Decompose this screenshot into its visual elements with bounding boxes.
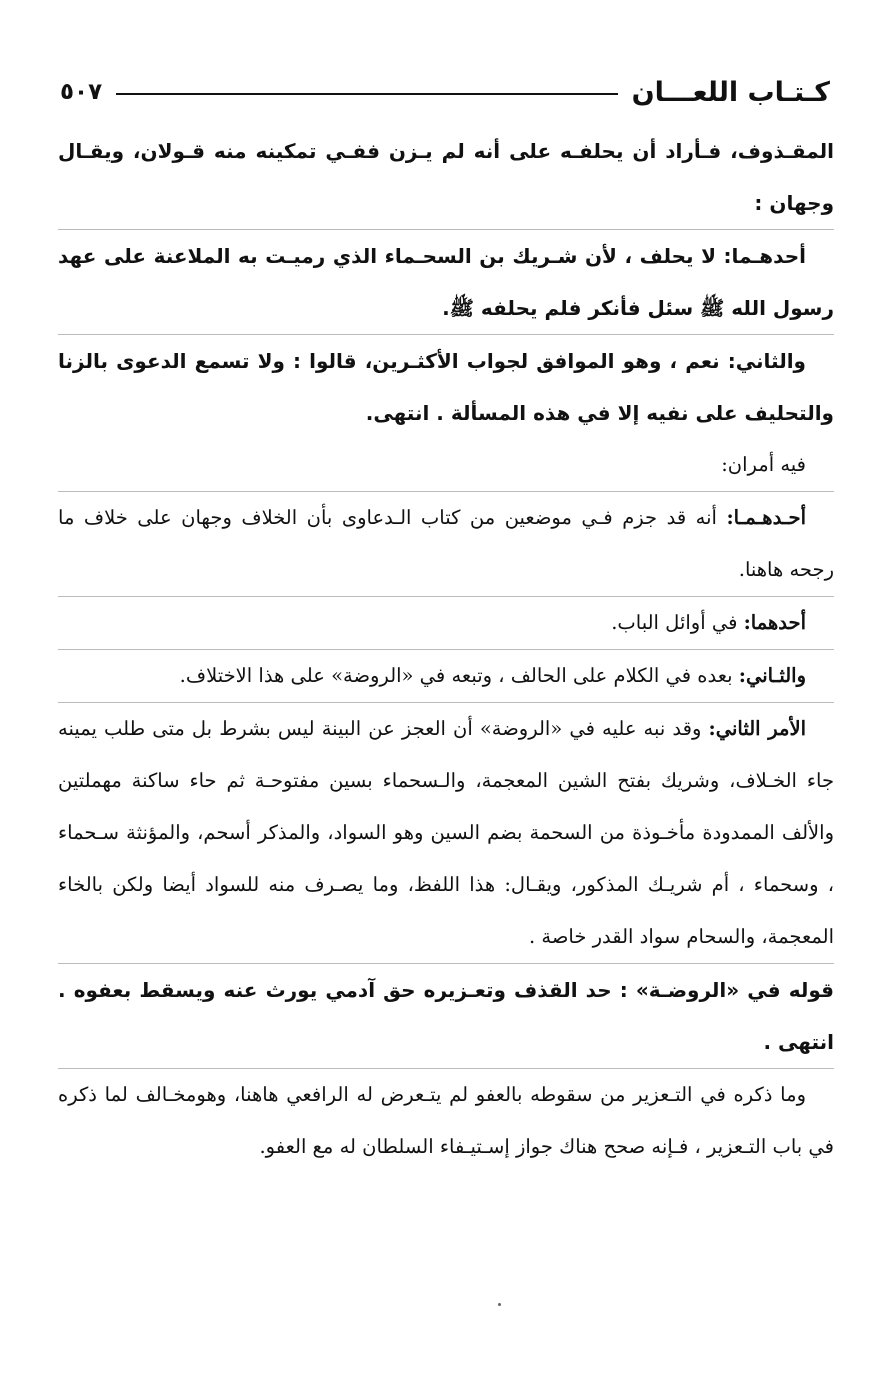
print-speck xyxy=(498,1303,501,1306)
page-number: ٥٠٧ xyxy=(60,79,103,105)
header-rule xyxy=(116,93,618,95)
paragraph-2-text: أحدهـما: لا يحلف ، لأن شـريك بن السحـماء الذي رميـت به الملاعنة على عهد رسول الله ﷺ سئل فأنكر فلم يحلفه ﷺ. xyxy=(58,244,834,320)
paragraph-9-text: قوله في «الروضـة» : حد القذف وتعـزيره حق آدمي يورث عنه ويسقط بعفوه . انتهى . xyxy=(58,978,834,1054)
paragraph-7-text: بعده في الكلام على الحالف ، وتبعه في «الروضة» على هذا الاختلاف. xyxy=(179,664,739,687)
running-title: كـتـاب اللعـــان xyxy=(631,76,830,108)
paragraph-9 xyxy=(58,963,834,1068)
paragraph-7-lead: والثـاني: xyxy=(738,664,806,687)
paragraph-5-lead: أحـدهـمـا: xyxy=(726,506,806,529)
paragraph-6-lead: أحدهما: xyxy=(743,611,806,634)
paragraph-8-text: وقد نبه عليه في «الروضة» أن العجز عن البينة ليس بشرط بل متى طلب يمينه جاء الخـلاف، وشريك بفتح الشين المعجمة، والـسحماء بسين مفتوحـة ثم حاء ساكنة مهملتين والألف الممدودة مأخـوذة من السحمة بضم السين وهو السواد، والمذكر أسحم، والمؤنثة سـحماء ، وسحماء ، أم شريـك المذكور، ويقـال: هذا اللفظ، وما يصـرف منه للسواد أيضا ولكن بالخاء المعجمة، والسحام سواد القدر خاصة . xyxy=(58,717,834,948)
page-header xyxy=(60,72,830,112)
paragraph-1-text: المقـذوف، فـأراد أن يحلفـه على أنه لم يـزن ففـي تمكينه منه قـولان، ويقـال وجهان : xyxy=(58,139,834,215)
paragraph-4 xyxy=(58,439,834,491)
paragraph-8-lead: الأمر الثاني: xyxy=(708,717,806,740)
paragraph-8 xyxy=(58,702,834,963)
paragraph-7 xyxy=(58,649,834,702)
paragraph-3-text: والثاني: نعم ، وهو الموافق لجواب الأكثـرين، قالوا : ولا تسمع الدعوى بالزنا والتحليف على نفيه إلا في هذه المسألة . انتهى. xyxy=(58,349,834,425)
paragraph-5 xyxy=(58,491,834,596)
paragraph-6-text: في أوائل الباب. xyxy=(611,611,744,634)
page-body xyxy=(58,125,834,1173)
paragraph-1 xyxy=(58,125,834,229)
paragraph-10-text: وما ذكره في التـعزير من سقوطه بالعفو لم يتـعرض له الرافعي هاهنا، وهومخـالف لما ذكره في باب التـعزير ، فـإنه صحح هناك جواز إسـتيـفاء السلطان له مع العفو. xyxy=(58,1083,834,1158)
paragraph-6 xyxy=(58,596,834,649)
paragraph-3 xyxy=(58,334,834,439)
paragraph-10 xyxy=(58,1068,834,1173)
paragraph-5-text: أنه قد جزم فـي موضعين من كتاب الـدعاوى بأن الخلاف وجهان على خلاف ما رجحه هاهنا. xyxy=(58,506,834,581)
paragraph-2 xyxy=(58,229,834,334)
paragraph-4-text: فيه أمران: xyxy=(721,453,806,476)
